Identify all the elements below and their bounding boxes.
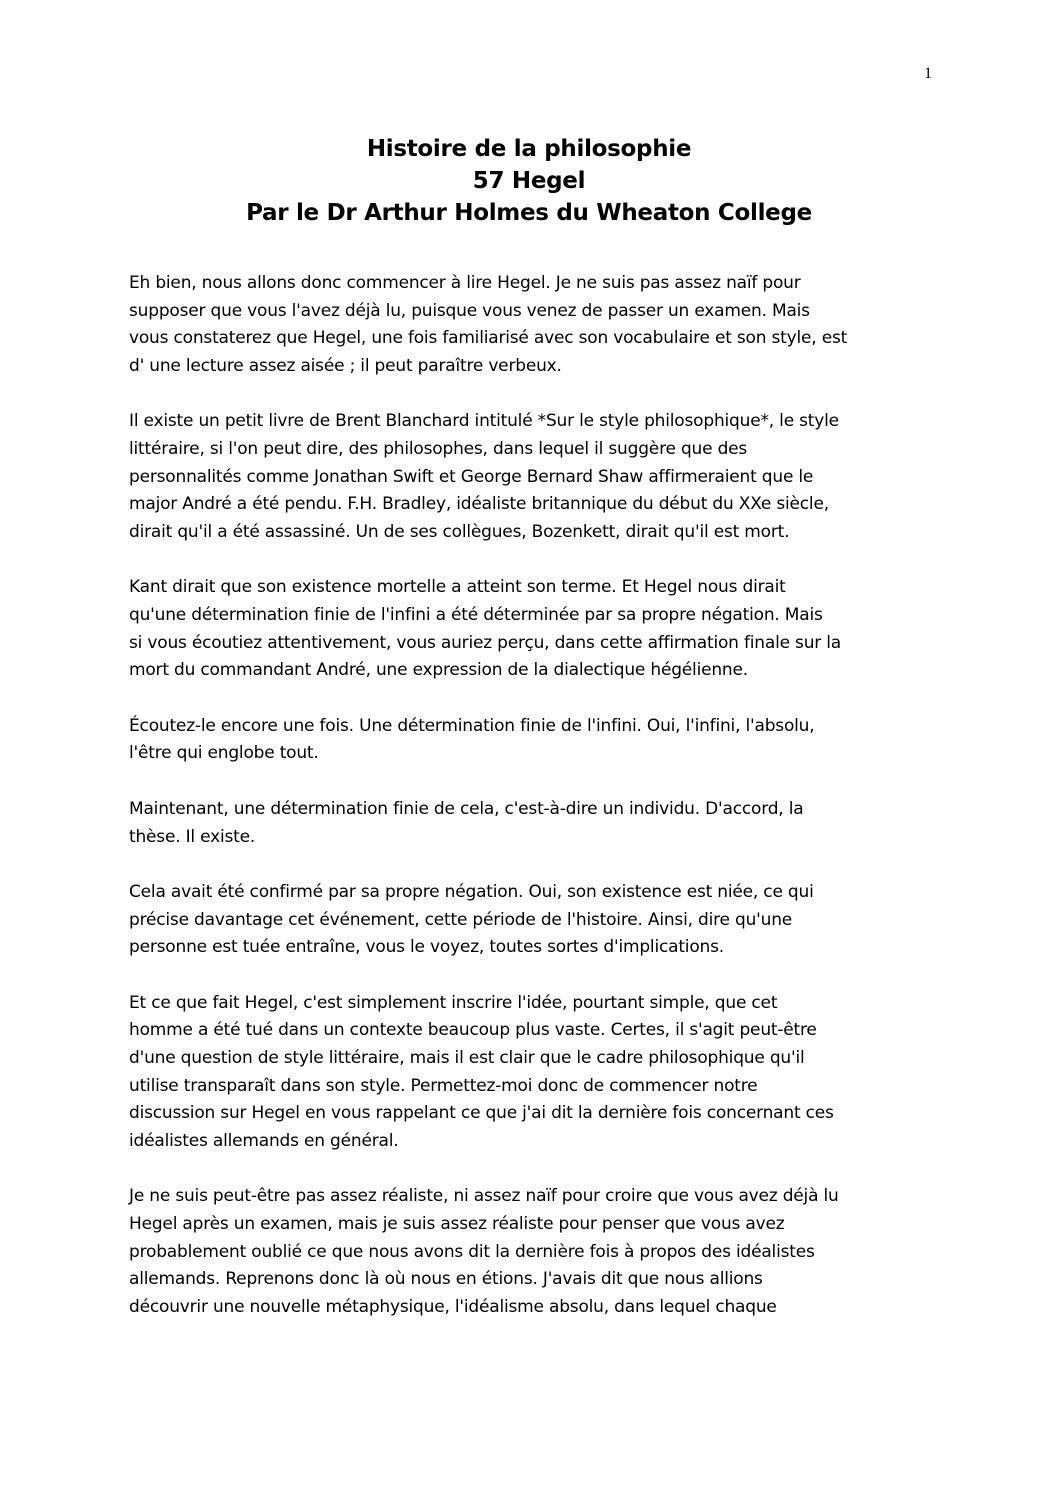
- text-line: homme a été tué dans un contexte beaucoup plus vaste. Certes, il s'agit peut-être: [129, 1020, 817, 1041]
- paragraph: [129, 796, 931, 851]
- text-line: Hegel après un examen, mais je suis assez réaliste pour penser que vous avez: [129, 1214, 785, 1235]
- text-line: précise davantage cet événement, cette période de l'histoire. Ainsi, dire qu'une: [129, 909, 793, 930]
- text-line: utilise transparaît dans son style. Permettez-moi donc de commencer notre: [129, 1075, 758, 1096]
- text-line: Il existe un petit livre de Brent Blanchard intitulé *Sur le style philosophique*, le style: [129, 411, 839, 432]
- text-line: mort du commandant André, une expression de la dialectique hégélienne.: [129, 660, 748, 681]
- paragraph: [129, 713, 931, 768]
- text-line: personnalités comme Jonathan Swift et George Bernard Shaw affirmeraient que le: [129, 466, 814, 487]
- text-line: Maintenant, une détermination finie de cela, c'est-à-dire un individu. D'accord, la: [129, 798, 804, 819]
- text-line: Eh bien, nous allons donc commencer à lire Hegel. Je ne suis pas assez naïf pour: [129, 273, 801, 293]
- text-line: d'une question de style littéraire, mais il est clair que le cadre philosophique qu'il: [129, 1048, 805, 1069]
- text-line: personne est tuée entraîne, vous le voyez, toutes sortes d'implications.: [129, 937, 724, 958]
- text-line: Cela avait été confirmé par sa propre négation. Oui, son existence est niée, ce qui: [129, 882, 814, 903]
- paragraph: [129, 879, 931, 962]
- text-line: Écoutez-le encore une fois. Une détermination finie de l'infini. Oui, l'infini, l'absolu,: [129, 715, 815, 736]
- text-line: vous constaterez que Hegel, une fois familiarisé avec son vocabulaire et son style, est: [129, 328, 848, 349]
- text-line: si vous écoutiez attentivement, vous auriez perçu, dans cette affirmation finale sur la: [129, 632, 842, 653]
- text-line: discussion sur Hegel en vous rappelant ce que j'ai dit la dernière fois concernant ces: [129, 1103, 834, 1124]
- text-line: Kant dirait que son existence mortelle a atteint son terme. Et Hegel nous dirait: [129, 577, 786, 598]
- text-line: probablement oublié ce que nous avons dit la dernière fois à propos des idéalistes: [129, 1241, 815, 1262]
- text-line: Et ce que fait Hegel, c'est simplement inscrire l'idée, pourtant simple, que cet: [129, 992, 778, 1013]
- subtitle-line: 57 Hegel: [472, 168, 586, 194]
- paragraph: [129, 990, 931, 1156]
- text-line: l'être qui englobe tout.: [129, 743, 319, 764]
- paragraph: [129, 270, 931, 380]
- text-line: thèse. Il existe.: [129, 826, 256, 847]
- paragraph: [129, 574, 931, 684]
- text-line: découvrir une nouvelle métaphysique, l'idéalisme absolu, dans lequel chaque: [129, 1296, 777, 1317]
- document-body: [129, 270, 931, 1349]
- text-line: supposer que vous l'avez déjà lu, puisque vous venez de passer un examen. Mais: [129, 300, 810, 321]
- text-line: Je ne suis peut-être pas assez réaliste, ni assez naïf pour croire que vous avez déjà lu: [129, 1186, 839, 1207]
- text-line: d' une lecture assez aisée ; il peut paraître verbeux.: [129, 355, 562, 376]
- text-line: dirait qu'il a été assassiné. Un de ses collègues, Bozenkett, dirait qu'il est mort.: [129, 521, 790, 542]
- text-line: qu'une détermination finie de l'infini a été déterminée par sa propre négation. Mais: [129, 604, 823, 625]
- text-line: idéalistes allemands en général.: [129, 1130, 399, 1151]
- paragraph: [129, 1183, 931, 1321]
- text-line: littéraire, si l'on peut dire, des philosophes, dans lequel il suggère que des: [129, 438, 748, 459]
- paragraph: [129, 408, 931, 546]
- author-line: Par le Dr Arthur Holmes du Wheaton College: [246, 200, 812, 226]
- text-line: major André a été pendu. F.H. Bradley, idéaliste britannique du début du XXe siècle,: [129, 494, 829, 515]
- document-title: [0, 133, 1058, 229]
- title-line: Histoire de la philosophie: [366, 136, 692, 162]
- page-number: 1: [924, 65, 932, 82]
- text-line: allemands. Reprenons donc là où nous en étions. J'avais dit que nous allions: [129, 1269, 763, 1290]
